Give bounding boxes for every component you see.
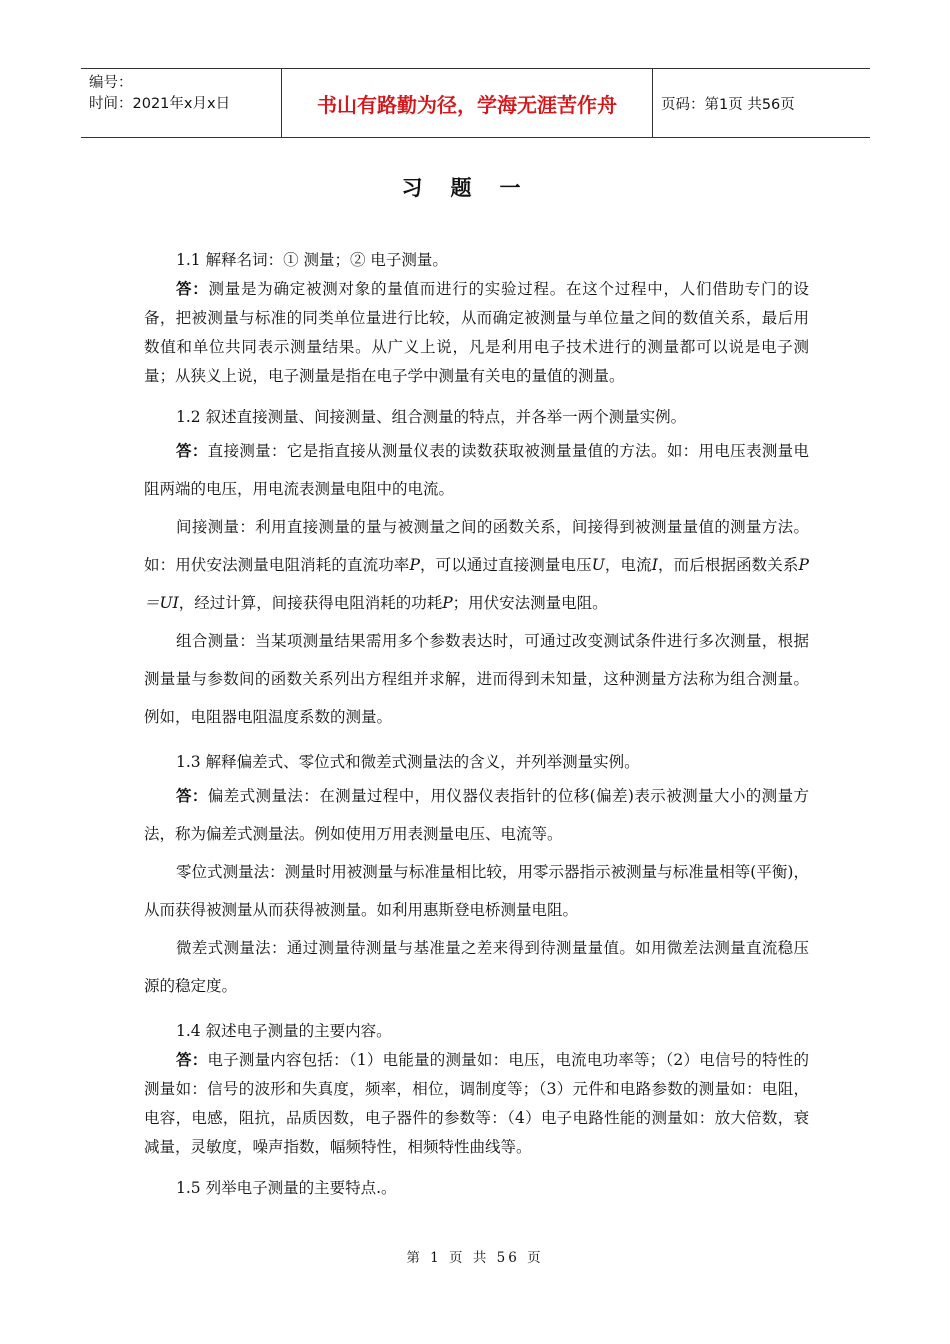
question-1-5: 1.5 列举电子测量的主要特点.。 xyxy=(176,1179,397,1197)
symbol-voltage: U xyxy=(591,556,605,574)
answer-label: 答： xyxy=(176,787,208,805)
symbol-power: P xyxy=(442,594,453,612)
answer-text: ，电流 xyxy=(604,556,652,574)
symbol-current: I xyxy=(651,556,658,574)
page-footer: 第 1 页 共 56 页 xyxy=(406,1250,544,1266)
page-header xyxy=(81,68,870,138)
header-meta xyxy=(81,69,281,137)
answer-text: ，经过计算，间接获得电阻消耗的功耗 xyxy=(178,594,443,612)
answer-text: 直接测量：它是指直接从测量仪表的读数获取被测量量值的方法。如：用电压表测量电阻两端的电压，用电流表测量电阻中的电流。 xyxy=(144,442,809,498)
document-number-label: 编号： xyxy=(89,75,133,91)
document-time-label: 时间：2021年x月x日 xyxy=(89,96,231,112)
question-1-2: 1.2 叙述直接测量、间接测量、组合测量的特点，并各举一两个测量实例。 xyxy=(176,408,687,426)
answer-1-3-zero: 零位式测量法：测量时用被测量与标准量相比较，用零示器指示被测量与标准量相等(平衡)， 从而获得被测量从而获得被测量。如利用惠斯登电桥测量电阻。 xyxy=(144,863,809,919)
question-1-1: 1.1 解释名词：① 测量；② 电子测量。 xyxy=(176,251,448,269)
answer-1-4 xyxy=(144,1046,809,1162)
answer-text: ；用伏安法测量电阻。 xyxy=(452,594,608,612)
answer-text: ，而后根据函数关系 xyxy=(657,556,799,574)
answer-1-1 xyxy=(144,275,809,391)
answer-1-2-indirect xyxy=(144,508,809,622)
page-title: 习题一 xyxy=(401,176,549,200)
answer-text: 偏差式测量法：在测量过程中，用仪器仪表指针的位移(偏差)表示被测量大小的测量方法，称为偏差式测量法。例如使用万用表测量电压、电流等。 xyxy=(144,787,809,843)
answer-1-2-direct xyxy=(144,432,809,508)
header-motto: 书山有路勤为径，学海无涯苦作舟 xyxy=(281,69,653,137)
answer-1-3-differential: 微差式测量法：通过测量待测量与基准量之差来得到待测量量值。如用微差法测量直流稳压源的稳定度。 xyxy=(144,939,809,995)
question-1-4: 1.4 叙述电子测量的主要内容。 xyxy=(176,1022,392,1040)
document-body xyxy=(144,246,809,1203)
power-formula: P＝UI xyxy=(144,556,809,612)
answer-1-2-combined: 组合测量：当某项测量结果需用多个参数表达时，可通过改变测试条件进行多次测量，根据测量量与参数间的函数关系列出方程组并求解，进而得到未知量，这种测量方法称为组合测量。例如，电阻器电阻温度系数的测量。 xyxy=(144,632,809,726)
answer-text: 电子测量内容包括：（1）电能量的测量如：电压，电流电功率等；（2）电信号的特性的测量如：信号的波形和失真度，频率，相位，调制度等；（3）元件和电路参数的测量如：电阻，电容，电感，阻抗，品质因数，电子器件的参数等：（4）电子电路性能的测量如：放大倍数，衰减量，灵敏度，噪声指数，幅频特性，相频特性曲线等。 xyxy=(144,1051,809,1156)
answer-text: ，可以通过直接测量电压 xyxy=(419,556,592,574)
answer-text: 测量是为确定被测对象的量值而进行的实验过程。在这个过程中，人们借助专门的设备，把被测量与标准的同类单位量进行比较，从而确定被测量与单位量之间的数值关系，最后用数值和单位共同表示测量结果。从广义上说，凡是利用电子技术进行的测量都可以说是电子测量；从狭义上说，电子测量是指在电子学中测量有关电的量值的测量。 xyxy=(144,280,809,385)
answer-label: 答： xyxy=(176,442,208,460)
answer-1-3-deviation xyxy=(144,777,809,853)
question-1-3: 1.3 解释偏差式、零位式和微差式测量法的含义，并列举测量实例。 xyxy=(176,753,640,771)
answer-label: 答： xyxy=(176,280,209,298)
header-page-info: 页码：第1页 共56页 xyxy=(661,96,795,113)
symbol-power: P xyxy=(409,556,420,574)
answer-label: 答： xyxy=(176,1051,208,1069)
answer-text: 间接测量：利用直接测量的量与被测量之间的函数关系，间接得到被测量量值的测量方法。如：用伏安法测量电阻消耗的直流功率 xyxy=(144,518,809,574)
